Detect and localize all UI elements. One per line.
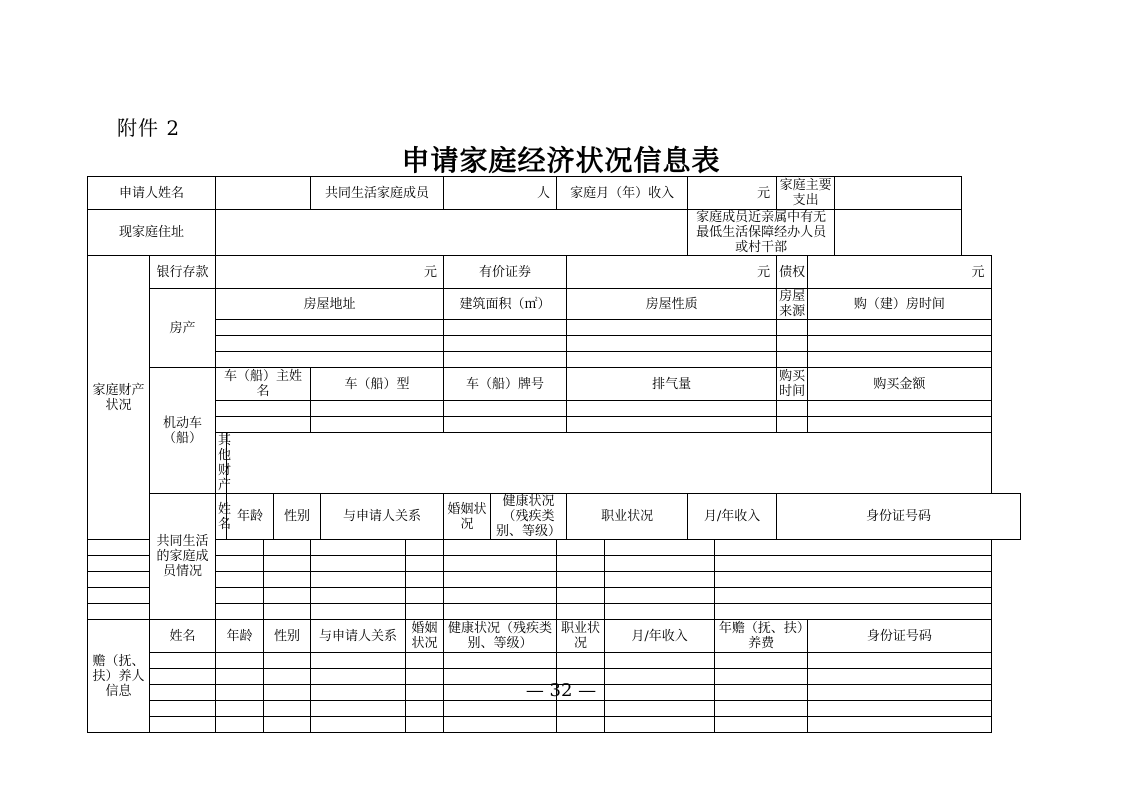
- dependents-section-label: 赡（抚、扶）养人信息: [88, 620, 150, 733]
- members-col-health: 健康状况（残疾类别、等级）: [491, 494, 567, 540]
- housing-cell[interactable]: [777, 336, 808, 352]
- member-cell[interactable]: [88, 572, 150, 588]
- member-cell[interactable]: [88, 588, 150, 604]
- member-cell[interactable]: [557, 572, 605, 588]
- vehicle-col-purchase-amount: 购买金额: [808, 368, 991, 401]
- dependent-cell[interactable]: [605, 717, 715, 733]
- dependent-cell[interactable]: [216, 653, 264, 669]
- member-cell[interactable]: [216, 604, 264, 620]
- vehicle-label: 机动车（船）: [150, 368, 216, 494]
- vehicle-cell[interactable]: [216, 401, 311, 417]
- housing-col-address: 房屋地址: [216, 289, 444, 320]
- member-cell[interactable]: [311, 604, 406, 620]
- form-title: 申请家庭经济状况信息表: [401, 144, 721, 177]
- address-label: 现家庭住址: [88, 210, 216, 256]
- member-cell[interactable]: [605, 556, 715, 572]
- member-cell[interactable]: [605, 588, 715, 604]
- dependent-cell[interactable]: [311, 717, 406, 733]
- vehicle-cell[interactable]: [444, 401, 567, 417]
- members-col-occupation: 职业状况: [567, 494, 688, 540]
- housing-cell[interactable]: [567, 352, 777, 368]
- applicant-name-cell[interactable]: [216, 177, 311, 210]
- housing-cell[interactable]: [567, 320, 777, 336]
- dependent-cell[interactable]: [605, 701, 715, 717]
- vehicle-col-displacement: 排气量: [567, 368, 777, 401]
- dependent-cell[interactable]: [808, 653, 991, 669]
- member-cell[interactable]: [406, 540, 444, 556]
- member-cell[interactable]: [444, 556, 557, 572]
- page-number: — 32 —: [525, 680, 597, 701]
- dependent-cell[interactable]: [605, 653, 715, 669]
- member-cell[interactable]: [406, 604, 444, 620]
- housing-cell[interactable]: [808, 352, 991, 368]
- member-cell[interactable]: [88, 604, 150, 620]
- member-cell[interactable]: [216, 572, 264, 588]
- member-cell[interactable]: [311, 572, 406, 588]
- housing-cell[interactable]: [216, 336, 444, 352]
- housing-cell[interactable]: [777, 320, 808, 336]
- housing-col-area: 建筑面积（㎡）: [444, 289, 567, 320]
- monthly-income-cell[interactable]: 元: [688, 177, 777, 210]
- vehicle-cell[interactable]: [777, 417, 808, 433]
- member-cell[interactable]: [605, 540, 715, 556]
- attachment-label: 附件 2: [117, 116, 181, 140]
- address-cell[interactable]: [216, 210, 688, 256]
- member-cell[interactable]: [444, 588, 557, 604]
- member-cell[interactable]: [406, 556, 444, 572]
- member-cell[interactable]: [605, 604, 715, 620]
- vehicle-cell[interactable]: [216, 417, 311, 433]
- dependent-cell[interactable]: [406, 653, 444, 669]
- vehicle-cell[interactable]: [311, 417, 444, 433]
- dependent-cell[interactable]: [150, 701, 216, 717]
- vehicle-cell[interactable]: [567, 417, 777, 433]
- member-cell[interactable]: [557, 588, 605, 604]
- dependent-cell[interactable]: [406, 717, 444, 733]
- member-cell[interactable]: [444, 540, 557, 556]
- member-cell[interactable]: [557, 604, 605, 620]
- member-cell[interactable]: [715, 540, 991, 556]
- relatives-note-label: 家庭成员近亲属中有无最低生活保障经办人员或村干部: [688, 210, 835, 256]
- housing-cell[interactable]: [777, 352, 808, 368]
- creditor-rights-label: 债权: [777, 256, 808, 289]
- securities-label: 有价证券: [444, 256, 567, 289]
- member-cell[interactable]: [444, 604, 557, 620]
- members-col-gender: 性别: [274, 494, 321, 540]
- housing-cell[interactable]: [808, 320, 991, 336]
- member-cell[interactable]: [264, 572, 311, 588]
- member-cell[interactable]: [557, 540, 605, 556]
- dependents-col-marital: 婚姻状况: [406, 620, 444, 653]
- dependents-col-health: 健康状况（残疾类别、等级）: [444, 620, 557, 653]
- members-section-label: 共同生活的家庭成员情况: [150, 494, 216, 620]
- member-cell[interactable]: [264, 556, 311, 572]
- housing-cell[interactable]: [808, 336, 991, 352]
- dependents-col-id: 身份证号码: [808, 620, 991, 653]
- main-expense-cell[interactable]: [835, 177, 962, 210]
- dependent-cell[interactable]: [311, 653, 406, 669]
- member-cell[interactable]: [715, 572, 991, 588]
- dependent-cell[interactable]: [715, 717, 808, 733]
- member-cell[interactable]: [88, 540, 150, 556]
- member-cell[interactable]: [715, 556, 991, 572]
- bank-deposit-label: 银行存款: [150, 256, 216, 289]
- member-cell[interactable]: [264, 588, 311, 604]
- vehicle-col-owner: 车（船）主姓名: [216, 368, 311, 401]
- member-cell[interactable]: [406, 572, 444, 588]
- housing-col-source: 房屋来源: [777, 289, 808, 320]
- dependent-cell[interactable]: [311, 701, 406, 717]
- vehicle-col-type: 车（船）型: [311, 368, 444, 401]
- dependent-cell[interactable]: [150, 717, 216, 733]
- member-cell[interactable]: [311, 540, 406, 556]
- member-cell[interactable]: [715, 604, 991, 620]
- dependents-col-age: 年龄: [216, 620, 264, 653]
- members-col-relation: 与申请人关系: [321, 494, 444, 540]
- member-cell[interactable]: [715, 588, 991, 604]
- dependent-cell[interactable]: [264, 701, 311, 717]
- other-property-cell[interactable]: [227, 433, 992, 494]
- housing-cell[interactable]: [567, 336, 777, 352]
- member-cell[interactable]: [444, 572, 557, 588]
- dependents-col-relation: 与申请人关系: [311, 620, 406, 653]
- vehicle-cell[interactable]: [808, 401, 991, 417]
- dependent-cell[interactable]: [557, 701, 605, 717]
- members-col-id: 身份证号码: [777, 494, 1021, 540]
- vehicle-cell[interactable]: [808, 417, 991, 433]
- dependent-cell[interactable]: [444, 653, 557, 669]
- members-col-name: 姓名: [216, 494, 227, 540]
- creditor-rights-cell[interactable]: 元: [808, 256, 991, 289]
- vehicle-col-plate: 车（船）牌号: [444, 368, 567, 401]
- property-section-label: 家庭财产状况: [88, 256, 150, 540]
- securities-cell[interactable]: 元: [567, 256, 777, 289]
- household-economic-form: [87, 176, 1021, 733]
- dependents-col-gender: 性别: [264, 620, 311, 653]
- member-cell[interactable]: [557, 556, 605, 572]
- dependent-cell[interactable]: [808, 717, 991, 733]
- monthly-income-label: 家庭月（年）收入: [557, 177, 688, 210]
- relatives-note-cell[interactable]: [835, 210, 962, 256]
- dependent-cell[interactable]: [715, 653, 808, 669]
- member-cell[interactable]: [311, 556, 406, 572]
- dependent-cell[interactable]: [444, 701, 557, 717]
- dependent-cell[interactable]: [444, 717, 557, 733]
- dependent-cell[interactable]: [557, 717, 605, 733]
- member-cell[interactable]: [605, 572, 715, 588]
- vehicle-cell[interactable]: [777, 401, 808, 417]
- member-cell[interactable]: [216, 588, 264, 604]
- housing-col-nature: 房屋性质: [567, 289, 777, 320]
- housing-col-time: 购（建）房时间: [808, 289, 991, 320]
- bank-deposit-cell[interactable]: 元: [216, 256, 444, 289]
- dependent-cell[interactable]: [216, 717, 264, 733]
- main-expense-label: 家庭主要支出: [777, 177, 835, 210]
- dependent-cell[interactable]: [808, 701, 991, 717]
- vehicle-cell[interactable]: [567, 401, 777, 417]
- dependents-col-income: 月/年收入: [605, 620, 715, 653]
- member-cell[interactable]: [264, 540, 311, 556]
- member-cell[interactable]: [216, 540, 264, 556]
- housing-cell[interactable]: [216, 320, 444, 336]
- dependents-col-occupation: 职业状况: [557, 620, 605, 653]
- other-property-label: 其他财产: [216, 433, 227, 494]
- dependent-cell[interactable]: [264, 717, 311, 733]
- dependents-col-support-fee: 年赡（抚、扶）养费: [715, 620, 808, 653]
- vehicle-cell[interactable]: [444, 417, 567, 433]
- dependent-cell[interactable]: [715, 701, 808, 717]
- members-col-age: 年龄: [227, 494, 274, 540]
- housing-cell[interactable]: [216, 352, 444, 368]
- dependent-cell[interactable]: [150, 653, 216, 669]
- housing-cell[interactable]: [444, 320, 567, 336]
- applicant-name-label: 申请人姓名: [88, 177, 216, 210]
- housing-cell[interactable]: [444, 336, 567, 352]
- dependent-cell[interactable]: [406, 701, 444, 717]
- member-cell[interactable]: [406, 588, 444, 604]
- member-cell[interactable]: [88, 556, 150, 572]
- dependent-cell[interactable]: [264, 653, 311, 669]
- vehicle-cell[interactable]: [311, 401, 444, 417]
- vehicle-col-purchase-time: 购买时间: [777, 368, 808, 401]
- dependents-col-name: 姓名: [150, 620, 216, 653]
- housing-label: 房产: [150, 289, 216, 368]
- member-cell[interactable]: [216, 556, 264, 572]
- member-cell[interactable]: [264, 604, 311, 620]
- housing-cell[interactable]: [444, 352, 567, 368]
- members-col-marital: 婚姻状况: [444, 494, 491, 540]
- dependent-cell[interactable]: [557, 653, 605, 669]
- member-cell[interactable]: [311, 588, 406, 604]
- members-col-income: 月/年收入: [688, 494, 777, 540]
- dependent-cell[interactable]: [216, 701, 264, 717]
- household-members-count-cell[interactable]: 人: [444, 177, 557, 210]
- household-members-label: 共同生活家庭成员: [311, 177, 444, 210]
